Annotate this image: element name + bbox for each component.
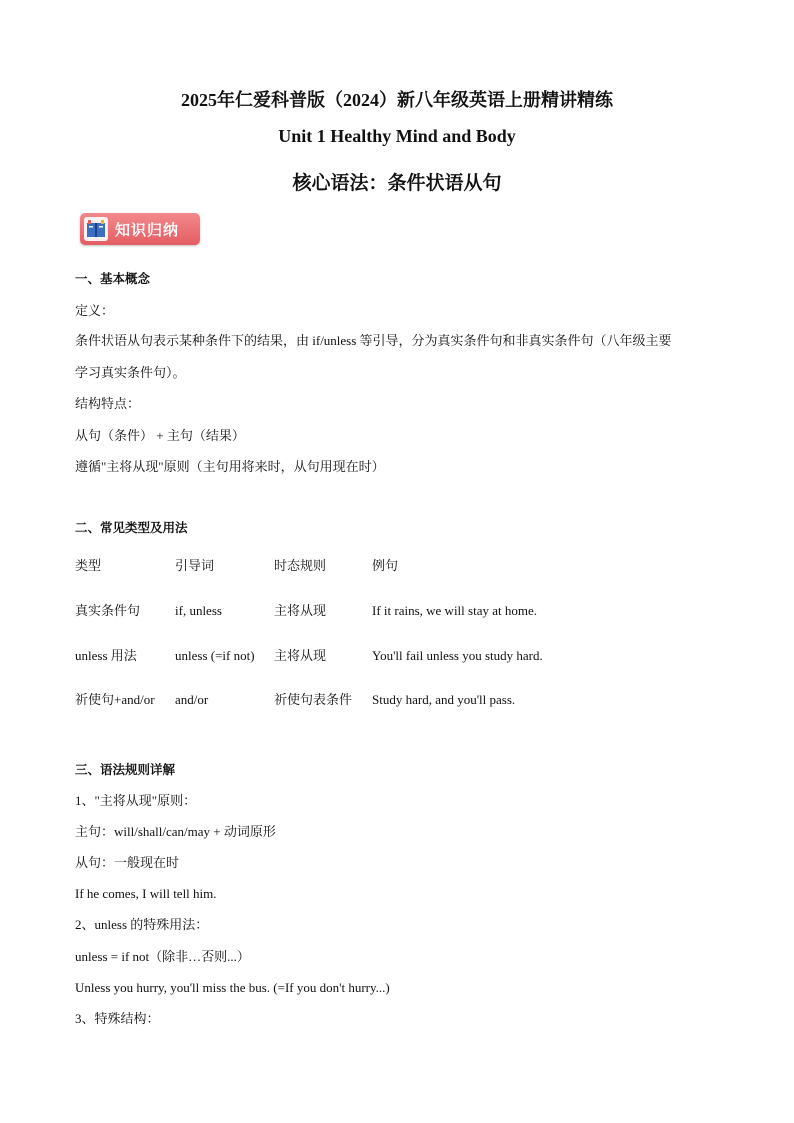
rule1-main-clause: 主句：will/shall/can/may + 动词原形: [75, 824, 276, 839]
table-cell: You'll fail unless you study hard.: [372, 648, 543, 663]
section-heading-grammar-rules: 三、语法规则详解: [75, 763, 176, 777]
rule2-example: Unless you hurry, you'll miss the bus. (=If you don't hurry...): [75, 980, 390, 995]
section-heading-types: 二、常见类型及用法: [75, 521, 188, 535]
table-cell: if, unless: [175, 603, 222, 618]
structure-label: 结构特点：: [75, 396, 141, 411]
table-cell: Study hard, and you'll pass.: [372, 692, 516, 707]
rule1-example: If he comes, I will tell him.: [75, 886, 217, 901]
table-header-type: 类型: [75, 558, 102, 573]
rule1-title: 1、"主将从现"原则：: [75, 793, 197, 808]
rule1-sub-clause: 从句：一般现在时: [75, 855, 180, 870]
table-cell: and/or: [175, 692, 209, 707]
table-cell: 祈使句表条件: [274, 692, 353, 707]
section-heading-basic-concept: 一、基本概念: [75, 272, 151, 286]
table-cell: 主将从现: [274, 648, 327, 663]
structure-formula: 从句（条件） + 主句（结果）: [75, 428, 245, 443]
table-cell: 真实条件句: [75, 603, 141, 618]
table-cell: unless (=if not): [175, 648, 255, 663]
table-header-tense-rule: 时态规则: [274, 558, 327, 573]
table-cell: 祈使句+and/or: [75, 692, 155, 707]
knowledge-summary-badge: [80, 213, 200, 245]
table-header-example: 例句: [372, 558, 399, 573]
rule2-title: 2、unless 的特殊用法：: [75, 917, 209, 932]
rule2-definition: unless = if not（除非…否则...）: [75, 949, 250, 964]
book-icon: [83, 216, 109, 242]
definition-text-line2: 学习真实条件句）。: [75, 365, 186, 380]
table-cell: 主将从现: [274, 603, 327, 618]
table-cell: If it rains, we will stay at home.: [372, 603, 537, 618]
definition-label: 定义：: [75, 303, 115, 318]
badge-label: 知识归纳: [115, 220, 180, 239]
definition-text-line1: 条件状语从句表示某种条件下的结果，由 if/unless 等引导，分为真实条件句和非真实条件句（八年级主要: [75, 333, 672, 348]
document-title: 2025年仁爱科普版（2024）新八年级英语上册精讲精练: [181, 90, 613, 110]
table-cell: unless 用法: [75, 648, 137, 663]
topic-title: 核心语法：条件状语从句: [292, 173, 502, 194]
table-header-conjunction: 引导词: [175, 558, 215, 573]
rule3-title: 3、特殊结构：: [75, 1011, 160, 1026]
unit-title: Unit 1 Healthy Mind and Body: [278, 126, 516, 146]
tense-rule: 遵循"主将从现"原则（主句用将来时，从句用现在时）: [75, 459, 385, 474]
